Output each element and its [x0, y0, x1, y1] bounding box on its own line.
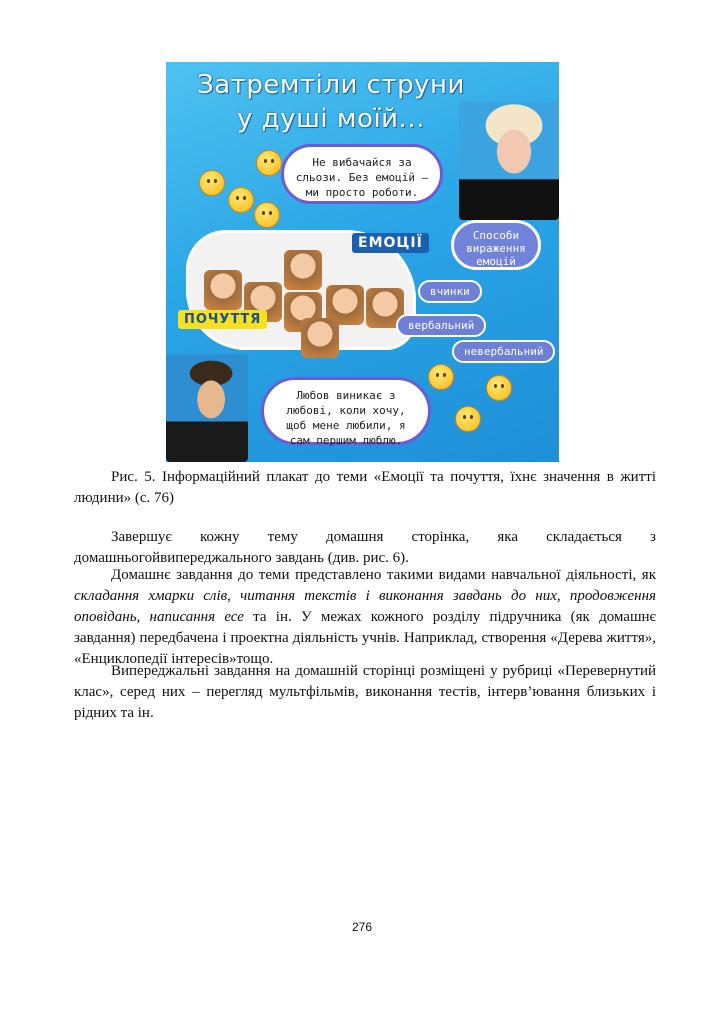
figure-caption: Рис. 5. Інформаційний плакат до теми «Емоції та почуття, їхнє значення в житті людини» (с. 76) — [74, 469, 656, 506]
emotions-label: ЕМОЦІЇ — [352, 233, 429, 253]
poster-title: Затремтіли струни у душі моїй... — [197, 70, 465, 134]
paragraph: Випереджальні завдання на домашній сторінці розміщені у рубриці «Перевернутий клас», серед них – перегляд мультфільмів, виконання тестів, інтерв’ювання близьких і рідних та ін. — [74, 663, 656, 721]
child-photo — [301, 318, 339, 358]
quote-bubble-bottom: Любов виникає з любові, коли хочу, щоб мене любили, я сам першим люблю. — [261, 377, 431, 445]
surprised-face-icon — [254, 202, 280, 228]
page-number: 276 — [351, 920, 373, 934]
child-photo — [284, 250, 322, 290]
ways-of-expression-bubble: Способи вираження емоцій — [451, 220, 541, 270]
worried-face-icon — [486, 375, 512, 401]
smiley-icon — [256, 150, 282, 176]
way-nonverbal-pill: невербальний — [452, 340, 555, 363]
smiley-icon — [228, 187, 254, 213]
quote-bubble-top: Не вибачайся за сльози. Без емоцій — ми просто роботи. — [281, 144, 443, 204]
smiley-icon — [428, 364, 454, 390]
woman-portrait — [459, 102, 559, 220]
sad-face-icon — [199, 170, 225, 196]
italic-activities: складання хмарки слів, читання текстів і виконання завдань до них, продовження оповідань, написання есе — [74, 588, 656, 625]
child-photo — [204, 270, 242, 310]
man-portrait — [166, 354, 248, 462]
way-verbal-pill: вербальний — [396, 314, 486, 337]
info-poster-figure — [166, 62, 559, 462]
paragraph: Домашнє завдання до теми представлено такими видами навчальної діяльності, як складання хмарки слів, читання текстів і виконання завдань до них, продовження оповідань, написання есе та ін. У межах кожного розділу підручника (як домашнє завдання) передбачена і проектна діяльність учнів. Наприклад, створення «Дерева життя», «Енциклопедії інтересів»тощо. — [74, 567, 656, 667]
angry-face-icon — [455, 406, 481, 432]
feelings-label: ПОЧУТТЯ — [178, 310, 267, 329]
paragraph: Завершує кожну тему домашня сторінка, яка складається з домашньогойвипереджального завдань (див. рис. 6). — [74, 529, 656, 566]
way-actions-pill: вчинки — [418, 280, 482, 303]
